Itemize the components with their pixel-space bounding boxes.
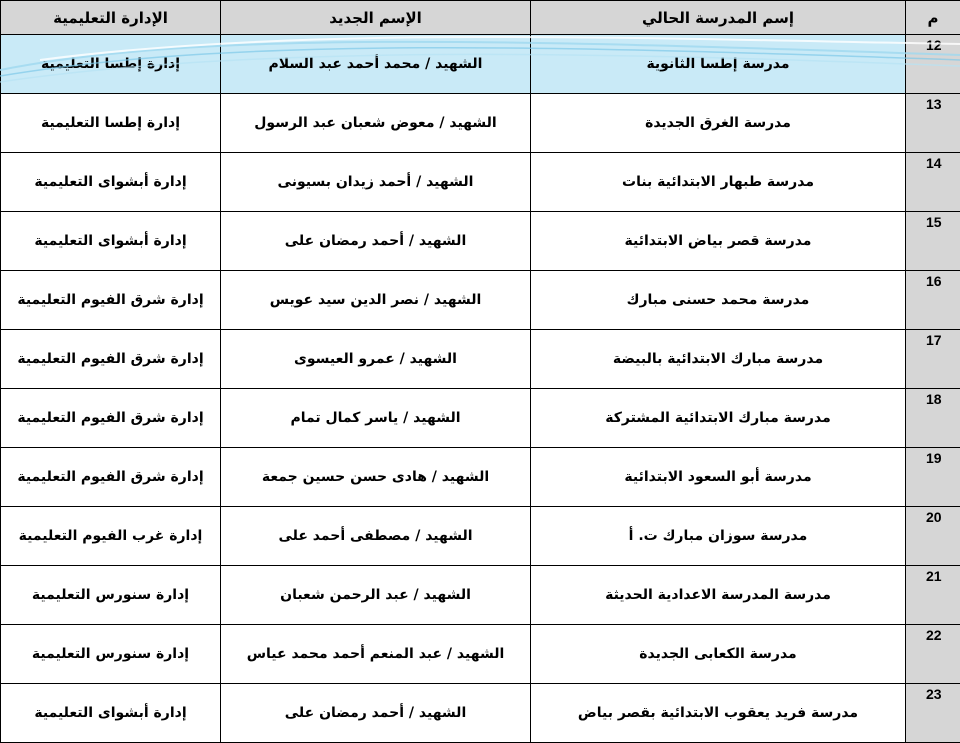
row-num: 18 [906, 389, 960, 448]
row-num: 14 [906, 153, 960, 212]
table-row [1, 448, 960, 507]
row-new-name: الشهيد / أحمد رمضان على [221, 684, 531, 743]
row-current-name: مدرسة قصر بياض الابتدائية [531, 212, 906, 271]
header-current-name: إسم المدرسة الحالي [531, 1, 906, 35]
table-row [1, 625, 960, 684]
table-row [1, 271, 960, 330]
row-num: 19 [906, 448, 960, 507]
header-new-name: الإسم الجديد [221, 1, 531, 35]
row-new-name: الشهيد / مصطفى أحمد على [221, 507, 531, 566]
table-row [1, 94, 960, 153]
row-current-name: مدرسة محمد حسنى مبارك [531, 271, 906, 330]
row-admin: إدارة غرب الفيوم التعليمية [1, 507, 221, 566]
header-num: م [906, 1, 960, 35]
row-num: 21 [906, 566, 960, 625]
row-new-name: الشهيد / عمرو العيسوى [221, 330, 531, 389]
row-current-name: مدرسة إطسا الثانوية [531, 35, 906, 94]
row-admin: إدارة إطسا التعليمية [1, 35, 221, 94]
table-row [1, 330, 960, 389]
table-row [1, 153, 960, 212]
row-admin: إدارة أبشواى التعليمية [1, 153, 221, 212]
table-row [1, 389, 960, 448]
row-current-name: مدرسة أبو السعود الابتدائية [531, 448, 906, 507]
row-num: 22 [906, 625, 960, 684]
row-admin: إدارة شرق الفيوم التعليمية [1, 448, 221, 507]
row-current-name: مدرسة مبارك الابتدائية المشتركة [531, 389, 906, 448]
row-admin: إدارة سنورس التعليمية [1, 566, 221, 625]
row-current-name: مدرسة طبهار الابتدائية بنات [531, 153, 906, 212]
table-row [1, 507, 960, 566]
row-new-name: الشهيد / عبد المنعم أحمد محمد عياس [221, 625, 531, 684]
row-new-name: الشهيد / عبد الرحمن شعبان [221, 566, 531, 625]
row-new-name: الشهيد / أحمد رمضان على [221, 212, 531, 271]
table-header-row [1, 1, 960, 35]
row-new-name: الشهيد / معوض شعبان عبد الرسول [221, 94, 531, 153]
row-admin: إدارة شرق الفيوم التعليمية [1, 389, 221, 448]
row-new-name: الشهيد / ياسر كمال تمام [221, 389, 531, 448]
row-num: 13 [906, 94, 960, 153]
row-admin: إدارة سنورس التعليمية [1, 625, 221, 684]
row-num: 20 [906, 507, 960, 566]
row-new-name: الشهيد / أحمد زيدان بسيونى [221, 153, 531, 212]
row-new-name: الشهيد / نصر الدين سيد عويس [221, 271, 531, 330]
row-current-name: مدرسة سوزان مبارك ت. أ [531, 507, 906, 566]
row-admin: إدارة إطسا التعليمية [1, 94, 221, 153]
row-current-name: مدرسة مبارك الابتدائية بالبيضة [531, 330, 906, 389]
row-num: 17 [906, 330, 960, 389]
row-current-name: مدرسة المدرسة الاعدادية الحديثة [531, 566, 906, 625]
table-row [1, 684, 960, 743]
table-row [1, 212, 960, 271]
row-num: 12 [906, 35, 960, 94]
row-num: 15 [906, 212, 960, 271]
header-admin: الإدارة التعليمية [1, 1, 221, 35]
row-new-name: الشهيد / هادى حسن حسين جمعة [221, 448, 531, 507]
row-num: 23 [906, 684, 960, 743]
row-admin: إدارة أبشواى التعليمية [1, 212, 221, 271]
row-admin: إدارة شرق الفيوم التعليمية [1, 271, 221, 330]
row-new-name: الشهيد / محمد أحمد عبد السلام [221, 35, 531, 94]
row-admin: إدارة شرق الفيوم التعليمية [1, 330, 221, 389]
table-row [1, 566, 960, 625]
table-row [1, 35, 960, 94]
row-current-name: مدرسة الغرق الجديدة [531, 94, 906, 153]
row-current-name: مدرسة فريد يعقوب الابتدائية بقصر بياض [531, 684, 906, 743]
row-num: 16 [906, 271, 960, 330]
row-admin: إدارة أبشواى التعليمية [1, 684, 221, 743]
row-current-name: مدرسة الكعابى الجديدة [531, 625, 906, 684]
